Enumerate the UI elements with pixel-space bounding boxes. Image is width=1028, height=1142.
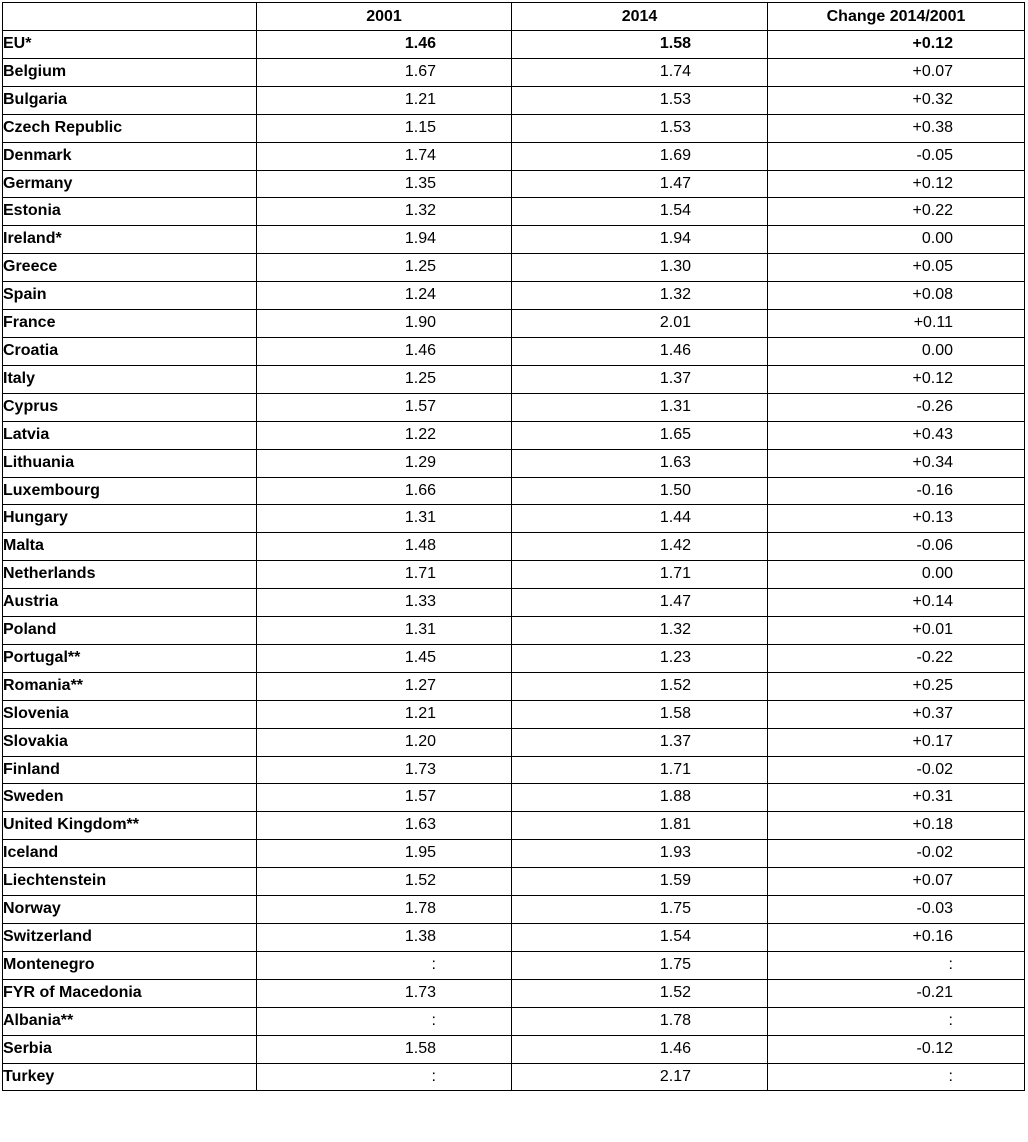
country-cell: Serbia [3,1035,257,1063]
country-cell: Montenegro [3,951,257,979]
country-cell: Croatia [3,337,257,365]
value-2014-cell: 2.01 [512,310,768,338]
value-2014-cell: 1.63 [512,449,768,477]
value-2014-cell: 1.59 [512,868,768,896]
change-cell: +0.01 [768,617,1025,645]
table-row [3,1063,1025,1091]
country-cell: Ireland* [3,226,257,254]
country-cell: Denmark [3,142,257,170]
table-row [3,226,1025,254]
table-body [3,31,1025,1091]
table-row [3,142,1025,170]
value-2014-cell: 1.94 [512,226,768,254]
country-cell: Italy [3,365,257,393]
country-cell: Albania** [3,1007,257,1035]
country-cell: Czech Republic [3,114,257,142]
table-row [3,644,1025,672]
value-2001-cell: 1.27 [257,672,512,700]
value-2014-cell: 1.78 [512,1007,768,1035]
value-2014-cell: 1.69 [512,142,768,170]
table-row [3,365,1025,393]
country-cell: EU* [3,31,257,59]
value-2014-cell: 1.65 [512,421,768,449]
country-cell: Switzerland [3,924,257,952]
change-cell: -0.03 [768,896,1025,924]
value-2001-cell: 1.46 [257,337,512,365]
value-2001-cell: 1.25 [257,365,512,393]
value-2014-cell: 2.17 [512,1063,768,1091]
header-2001: 2001 [257,3,512,31]
country-cell: Sweden [3,784,257,812]
table-row [3,840,1025,868]
value-2001-cell: : [257,951,512,979]
value-2001-cell: : [257,1063,512,1091]
value-2014-cell: 1.23 [512,644,768,672]
country-cell: Slovakia [3,728,257,756]
change-cell: +0.11 [768,310,1025,338]
change-cell: -0.02 [768,756,1025,784]
country-cell: Greece [3,254,257,282]
change-cell: +0.32 [768,86,1025,114]
value-2001-cell: 1.46 [257,31,512,59]
value-2014-cell: 1.47 [512,170,768,198]
change-cell: +0.13 [768,505,1025,533]
value-2014-cell: 1.93 [512,840,768,868]
table-row [3,617,1025,645]
table-row [3,784,1025,812]
header-row [3,3,1025,31]
value-2014-cell: 1.50 [512,477,768,505]
table-row [3,589,1025,617]
table-row [3,170,1025,198]
change-cell: -0.26 [768,393,1025,421]
header-2014: 2014 [512,3,768,31]
value-2014-cell: 1.75 [512,896,768,924]
table-row [3,672,1025,700]
country-cell: Iceland [3,840,257,868]
change-cell: +0.14 [768,589,1025,617]
value-2001-cell: 1.78 [257,896,512,924]
change-cell: +0.12 [768,170,1025,198]
change-cell: +0.38 [768,114,1025,142]
value-2014-cell: 1.58 [512,31,768,59]
value-2001-cell: 1.57 [257,784,512,812]
change-cell: +0.25 [768,672,1025,700]
value-2001-cell: 1.74 [257,142,512,170]
table-row [3,561,1025,589]
country-cell: Portugal** [3,644,257,672]
value-2014-cell: 1.54 [512,924,768,952]
change-cell: +0.17 [768,728,1025,756]
country-cell: Turkey [3,1063,257,1091]
header-change: Change 2014/2001 [768,3,1025,31]
header-country [3,3,257,31]
country-cell: Estonia [3,198,257,226]
value-2014-cell: 1.31 [512,393,768,421]
country-cell: Latvia [3,421,257,449]
table-row [3,868,1025,896]
value-2014-cell: 1.46 [512,1035,768,1063]
value-2001-cell: 1.57 [257,393,512,421]
change-cell: +0.12 [768,31,1025,59]
table-row [3,896,1025,924]
change-cell: -0.02 [768,840,1025,868]
table-row [3,812,1025,840]
value-2001-cell: 1.66 [257,477,512,505]
change-cell: -0.05 [768,142,1025,170]
country-cell: Cyprus [3,393,257,421]
change-cell: +0.16 [768,924,1025,952]
change-cell: -0.22 [768,644,1025,672]
change-cell: +0.31 [768,784,1025,812]
change-cell: : [768,1007,1025,1035]
change-cell: 0.00 [768,561,1025,589]
table-row [3,1007,1025,1035]
table-row [3,700,1025,728]
country-cell: Liechtenstein [3,868,257,896]
table-row [3,951,1025,979]
country-cell: Romania** [3,672,257,700]
value-2014-cell: 1.53 [512,86,768,114]
change-cell: 0.00 [768,226,1025,254]
change-cell: +0.07 [768,58,1025,86]
value-2001-cell: 1.52 [257,868,512,896]
value-2014-cell: 1.52 [512,672,768,700]
change-cell: +0.07 [768,868,1025,896]
value-2001-cell: 1.63 [257,812,512,840]
change-cell: +0.22 [768,198,1025,226]
value-2014-cell: 1.37 [512,365,768,393]
value-2001-cell: 1.20 [257,728,512,756]
value-2014-cell: 1.81 [512,812,768,840]
change-cell: +0.08 [768,282,1025,310]
country-cell: France [3,310,257,338]
value-2014-cell: 1.46 [512,337,768,365]
table-row [3,728,1025,756]
table-row [3,310,1025,338]
table-row [3,421,1025,449]
country-cell: Hungary [3,505,257,533]
fertility-rate-table [2,2,1025,1091]
value-2014-cell: 1.47 [512,589,768,617]
change-cell: -0.12 [768,1035,1025,1063]
country-cell: Spain [3,282,257,310]
value-2001-cell: 1.32 [257,198,512,226]
value-2001-cell: 1.58 [257,1035,512,1063]
table-row [3,393,1025,421]
table-row [3,86,1025,114]
value-2001-cell: 1.73 [257,979,512,1007]
change-cell: : [768,1063,1025,1091]
change-cell: -0.06 [768,533,1025,561]
country-cell: Belgium [3,58,257,86]
country-cell: Austria [3,589,257,617]
country-cell: Lithuania [3,449,257,477]
country-cell: Bulgaria [3,86,257,114]
value-2014-cell: 1.71 [512,561,768,589]
value-2001-cell: 1.95 [257,840,512,868]
table-row [3,337,1025,365]
value-2001-cell: 1.22 [257,421,512,449]
change-cell: +0.05 [768,254,1025,282]
value-2001-cell: 1.33 [257,589,512,617]
change-cell: 0.00 [768,337,1025,365]
value-2014-cell: 1.75 [512,951,768,979]
change-cell: +0.34 [768,449,1025,477]
value-2001-cell: 1.38 [257,924,512,952]
value-2001-cell: 1.31 [257,505,512,533]
value-2001-cell: 1.67 [257,58,512,86]
table-row [3,31,1025,59]
country-cell: Netherlands [3,561,257,589]
country-cell: Norway [3,896,257,924]
change-cell: +0.43 [768,421,1025,449]
change-cell: -0.21 [768,979,1025,1007]
table-row [3,198,1025,226]
change-cell: +0.12 [768,365,1025,393]
table-row [3,282,1025,310]
change-cell: -0.16 [768,477,1025,505]
table-row [3,979,1025,1007]
value-2001-cell: 1.21 [257,700,512,728]
value-2014-cell: 1.44 [512,505,768,533]
value-2001-cell: 1.31 [257,617,512,645]
table-row [3,254,1025,282]
value-2001-cell: 1.21 [257,86,512,114]
value-2014-cell: 1.37 [512,728,768,756]
value-2014-cell: 1.32 [512,282,768,310]
value-2014-cell: 1.53 [512,114,768,142]
value-2001-cell: 1.15 [257,114,512,142]
change-cell: : [768,951,1025,979]
country-cell: Finland [3,756,257,784]
table-row [3,477,1025,505]
value-2001-cell: 1.25 [257,254,512,282]
country-cell: United Kingdom** [3,812,257,840]
value-2014-cell: 1.32 [512,617,768,645]
country-cell: Poland [3,617,257,645]
value-2001-cell: : [257,1007,512,1035]
table-row [3,114,1025,142]
value-2001-cell: 1.94 [257,226,512,254]
value-2014-cell: 1.52 [512,979,768,1007]
value-2014-cell: 1.58 [512,700,768,728]
value-2014-cell: 1.54 [512,198,768,226]
table-row [3,58,1025,86]
table-row [3,449,1025,477]
country-cell: FYR of Macedonia [3,979,257,1007]
change-cell: +0.18 [768,812,1025,840]
value-2001-cell: 1.90 [257,310,512,338]
table-row [3,1035,1025,1063]
table-row [3,756,1025,784]
country-cell: Slovenia [3,700,257,728]
value-2014-cell: 1.74 [512,58,768,86]
table-row [3,924,1025,952]
country-cell: Luxembourg [3,477,257,505]
value-2001-cell: 1.71 [257,561,512,589]
value-2001-cell: 1.48 [257,533,512,561]
value-2001-cell: 1.35 [257,170,512,198]
value-2014-cell: 1.42 [512,533,768,561]
change-cell: +0.37 [768,700,1025,728]
country-cell: Germany [3,170,257,198]
value-2001-cell: 1.45 [257,644,512,672]
value-2001-cell: 1.73 [257,756,512,784]
value-2014-cell: 1.30 [512,254,768,282]
table-row [3,505,1025,533]
value-2014-cell: 1.88 [512,784,768,812]
country-cell: Malta [3,533,257,561]
value-2014-cell: 1.71 [512,756,768,784]
value-2001-cell: 1.24 [257,282,512,310]
table-row [3,533,1025,561]
value-2001-cell: 1.29 [257,449,512,477]
